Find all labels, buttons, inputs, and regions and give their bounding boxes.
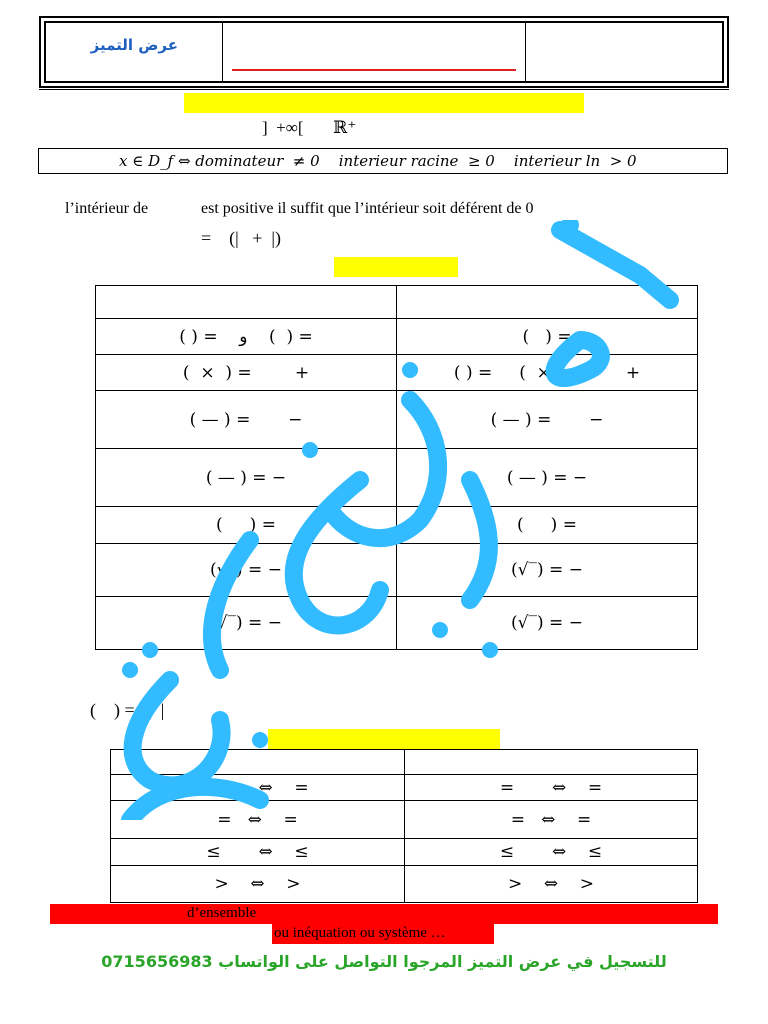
red-bar-text-1: d’ensemble <box>187 905 257 921</box>
interval-line: ] +∞[ ℝ⁺ <box>262 118 357 137</box>
table-row <box>96 597 698 650</box>
header-red-line <box>232 69 516 71</box>
table-cell <box>397 286 698 319</box>
properties-table <box>95 285 698 650</box>
highlight-bar-1 <box>184 93 584 113</box>
table-row <box>111 775 698 801</box>
footer-contact: للتسجيل في عرض التميز المرجوا التواصل على الواتساب 0715656983 <box>101 952 667 971</box>
domain-formula-box: x ∈ D_f ⇔ dominateur ≠ 0 interieur racine ≥ 0 interieur ln > 0 <box>38 148 728 174</box>
table-cell: = ⇔ = <box>405 801 698 839</box>
equivalence-table <box>110 749 698 903</box>
header-frame <box>39 16 729 88</box>
header-title-cell <box>46 23 223 81</box>
table-cell: ( × ) = + <box>96 355 397 391</box>
table-cell: ( ) = <box>96 507 397 544</box>
table-cell: ( ) = و ( ) = <box>96 319 397 355</box>
table-cell: (√‾) = − <box>96 597 397 650</box>
positive-sentence: est positive il suffit que l’intérieur soit déférent de 0 <box>201 200 534 217</box>
table-cell: > ⇔ > <box>405 866 698 903</box>
header-title: عرض التميز <box>90 36 178 54</box>
table-cell: ( — ) = − <box>397 391 698 449</box>
table-cell <box>405 750 698 775</box>
interieur-label: l’intérieur de <box>65 200 149 217</box>
table-cell: ( — ) = − <box>96 391 397 449</box>
header-divider <box>39 89 729 90</box>
table-row <box>96 286 698 319</box>
table-row <box>111 866 698 903</box>
table-cell: = ⇔ = <box>405 775 698 801</box>
header-name-cell <box>223 23 526 81</box>
table-row <box>96 391 698 449</box>
table-row <box>111 750 698 775</box>
table-cell: ( ) = <box>397 507 698 544</box>
table-row <box>111 839 698 866</box>
highlight-bar-2 <box>334 257 458 277</box>
abs-equation: = (| + |) <box>201 228 281 248</box>
table-cell: ≤ ⇔ ≤ <box>405 839 698 866</box>
table-cell: = ⇔ = <box>111 801 405 839</box>
table-cell: ≤ ⇔ ≤ <box>111 839 405 866</box>
table-row <box>96 507 698 544</box>
table-row <box>96 449 698 507</box>
table-cell: (√‾) = − <box>96 544 397 597</box>
table-cell: ( — ) = − <box>397 449 698 507</box>
red-bar-text-2: ou inéquation ou système … <box>274 925 446 941</box>
table-cell: > ⇔ > <box>111 866 405 903</box>
header-empty-cell <box>526 23 722 81</box>
table-row <box>96 319 698 355</box>
table-cell: = ⇔ = <box>111 775 405 801</box>
table-cell: (√‾) = − <box>397 597 698 650</box>
table-cell: (√‾) = − <box>397 544 698 597</box>
highlight-bar-3 <box>268 729 500 749</box>
table-cell <box>111 750 405 775</box>
abs-line: ( ) = | | <box>90 700 165 720</box>
red-bar-2 <box>272 924 494 944</box>
table-cell: ( ) = ( × ) = + <box>397 355 698 391</box>
table-row <box>111 801 698 839</box>
table-row <box>96 544 698 597</box>
table-cell: ( ) = <box>397 319 698 355</box>
table-cell: ( — ) = − <box>96 449 397 507</box>
table-cell <box>96 286 397 319</box>
red-bar-1 <box>50 904 718 924</box>
table-row <box>96 355 698 391</box>
